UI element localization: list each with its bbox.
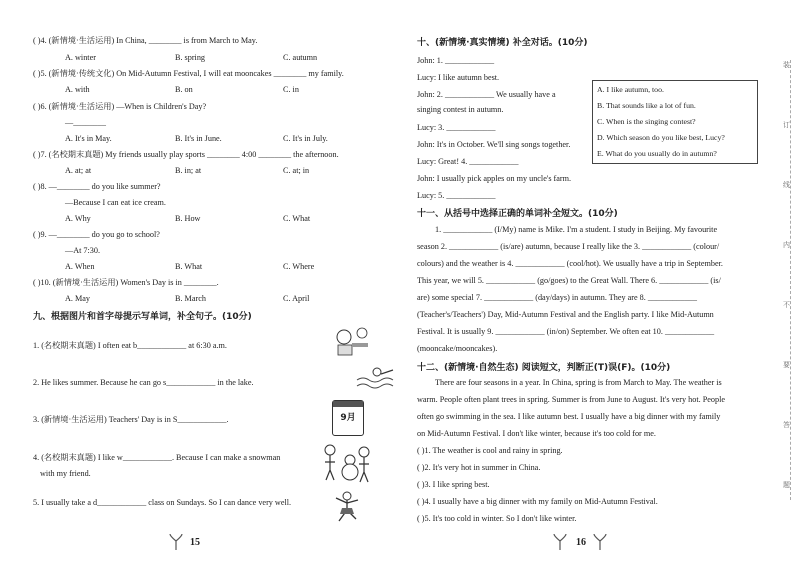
options-box <box>592 80 758 164</box>
section-10-title: 十、(新情境·真实情境) 补全对话。(10分) <box>417 38 588 48</box>
snowman-picture <box>322 440 372 488</box>
true-false-2: ( )2. It's very hot in summer in China. <box>417 463 541 472</box>
dialogue-line-5: John: It's in October. We'll sing songs together. <box>417 140 571 149</box>
passage-line-8: (mooncake/mooncakes). <box>417 344 498 353</box>
question-9-answer: —At 7:30. <box>65 246 101 255</box>
passage-line-2: season 2. ____________ (is/are) autumn, because I really like the 3. ____________ (colour/ <box>417 242 720 251</box>
question-6-answer-line: —________ <box>65 118 106 127</box>
side-char: 装 <box>783 61 790 69</box>
option-b: B. How <box>175 214 201 223</box>
side-char: 内 <box>783 241 790 249</box>
page-number: 16 <box>576 537 586 548</box>
dialogue-line-1: John: 1. ____________ <box>417 56 495 65</box>
option-b: B. spring <box>175 53 206 62</box>
reading-line-4: on Mid-Autumn Festival. I don't like winter, because it's too cold for me. <box>417 429 656 438</box>
reading-line-2: warm. People often plant trees in spring. Summer is from June to August. It's very hot. People <box>417 395 726 404</box>
dancing-picture <box>330 490 364 524</box>
question-10: ( )10. (新情境·生活运用) Women's Day is in ________. <box>33 278 219 287</box>
option-a: A. Why <box>65 214 91 223</box>
option-e: E. What do you usually do in autumn? <box>597 149 717 158</box>
reading-line-3: often go swimming in the sea. I like autumn best. I usually have a big dinner with my family <box>417 412 721 421</box>
option-c: C. It's in July. <box>283 134 328 143</box>
option-c: C. Where <box>283 262 315 271</box>
sprout-icon <box>552 532 568 550</box>
sprout-icon <box>168 532 184 550</box>
option-a: A. It's in May. <box>65 134 112 143</box>
option-c: C. autumn <box>283 53 318 62</box>
true-false-3: ( )3. I like spring best. <box>417 480 490 489</box>
passage-line-7: Festival. It is usually 9. ____________ (in/on) September. We often eat 10. ____________ <box>417 327 715 336</box>
option-b: B. in; at <box>175 166 202 175</box>
question-8: ( )8. —________ do you like summer? <box>33 182 161 191</box>
binding-margin-text <box>780 60 798 500</box>
calendar-month: 9月 <box>340 413 356 423</box>
option-a: A. When <box>65 262 95 271</box>
passage-line-5: are) some special 7. ____________ (day/days) in autumn. They are 8. ____________ <box>417 293 697 302</box>
page-number: 15 <box>190 537 200 548</box>
sentence-4-continued: with my friend. <box>40 469 91 478</box>
sentence-2: 2. He likes summer. Because he can go s____________ in the lake. <box>33 378 254 387</box>
option-b: B. What <box>175 262 203 271</box>
passage-line-4: This year, we will 5. ____________ (go/goes) to the Great Wall. There 6. ____________ (is/ <box>417 276 721 285</box>
passage-line-3: colours) and the weather is 4. ____________ (cool/hot). We usually have a trip in September. <box>417 259 723 268</box>
option-c: C. in <box>283 85 299 94</box>
option-a: A. winter <box>65 53 96 62</box>
dialogue-line-3: John: 2. ____________ We usually have a <box>417 90 556 99</box>
option-b: B. It's in June. <box>175 134 222 143</box>
sentence-1: 1. (名校期末真题) I often eat b____________ at 6:30 a.m. <box>33 341 227 350</box>
side-char: 答 <box>783 421 790 429</box>
option-c: C. When is the singing contest? <box>597 117 696 126</box>
swimming-picture <box>355 362 399 390</box>
option-a: A. May <box>65 294 91 303</box>
option-a: A. I like autumn, too. <box>597 85 664 94</box>
sprout-icon <box>592 532 608 550</box>
side-char: 要 <box>783 361 790 369</box>
true-false-1: ( )1. The weather is cool and rainy in spring. <box>417 446 563 455</box>
breakfast-picture <box>330 325 370 357</box>
side-char: 订 <box>783 121 790 129</box>
side-char: 线 <box>783 181 790 189</box>
sentence-5: 5. I usually take a d____________ class on Sundays. So I can dance very well. <box>33 498 292 507</box>
question-6: ( )6. (新情境·生活运用) —When is Children's Day? <box>33 102 207 111</box>
question-7: ( )7. (名校期末真题) My friends usually play sports ________ 4:00 ________ the afternoon. <box>33 150 339 159</box>
option-c: C. What <box>283 214 311 223</box>
option-b: B. March <box>175 294 206 303</box>
sentence-3: 3. (新情境·生活运用) Teachers' Day is in S____________. <box>33 415 229 424</box>
calendar-picture <box>332 400 364 436</box>
option-c: C. April <box>283 294 310 303</box>
true-false-5: ( )5. It's too cold in winter. So I don't like winter. <box>417 514 577 523</box>
option-d: D. Which season do you like best, Lucy? <box>597 133 725 142</box>
dialogue-line-7: John: I usually pick apples on my uncle's farm. <box>417 174 572 183</box>
dialogue-line-3-continued: singing contest in autumn. <box>417 105 504 114</box>
option-b: B. That sounds like a lot of fun. <box>597 101 696 110</box>
question-8-answer: —Because I can eat ice cream. <box>65 198 166 207</box>
true-false-4: ( )4. I usually have a big dinner with my family on Mid-Autumn Festival. <box>417 497 658 506</box>
reading-line-1: There are four seasons in a year. In China, spring is from March to May. The weather is <box>435 378 722 387</box>
dialogue-line-6: Lucy: Great! 4. ____________ <box>417 157 519 166</box>
side-char: 题 <box>783 481 790 489</box>
section-12-title: 十二、(新情境·自然生态) 阅读短文，判断正(T)误(F)。(10分) <box>417 363 671 373</box>
option-a: A. with <box>65 85 90 94</box>
dialogue-line-4: Lucy: 3. ____________ <box>417 123 496 132</box>
question-4: ( )4. (新情境·生活运用) In China, ________ is from March to May. <box>33 36 258 45</box>
option-c: C. at; in <box>283 166 310 175</box>
dialogue-line-8: Lucy: 5. ____________ <box>417 191 496 200</box>
side-char: 不 <box>783 301 790 309</box>
question-5: ( )5. (新情境·传统文化) On Mid-Autumn Festival, I will eat mooncakes ________ my family. <box>33 69 344 78</box>
section-9-title: 九、根据图片和首字母提示写单词，补全句子。(10分) <box>33 312 252 322</box>
passage-line-6: (Teacher's/Teachers') Day, Mid-Autumn Festival and the English party. I like Mid-Autumn <box>417 310 714 319</box>
dialogue-line-2: Lucy: I like autumn best. <box>417 73 500 82</box>
question-9: ( )9. —________ do you go to school? <box>33 230 160 239</box>
passage-line-1: 1. ____________ (I/My) name is Mike. I'm a student. I study in Beijing. My favourite <box>435 225 718 234</box>
sentence-4: 4. (名校期末真题) I like w____________. Because I can make a snowman <box>33 453 281 462</box>
option-b: B. on <box>175 85 193 94</box>
option-a: A. at; at <box>65 166 92 175</box>
section-11-title: 十一、从括号中选择正确的单词补全短文。(10分) <box>417 209 618 219</box>
